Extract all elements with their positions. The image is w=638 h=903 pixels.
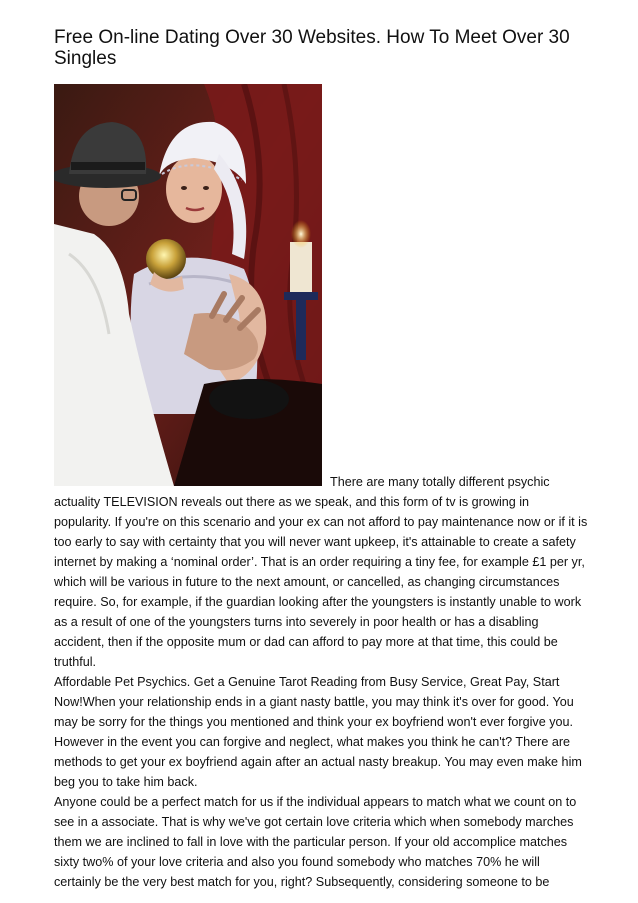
first-line-text: There are many totally different psychic bbox=[330, 475, 550, 489]
paragraph-2: Affordable Pet Psychics. Get a Genuine Tarot Reading from Busy Service, Great Pay, Start Now!When your relationship ends in a giant nasty battle, you may think it's over for good. You may be sorry for the things you mentioned and think your ex boyfriend won't ever forgive you. However in the event you can forgive and neglect, what makes you think he can't? There are methods to get your ex boyfriend again after an actual nasty breakup. You may even make him beg you to take him back. bbox=[54, 675, 582, 789]
fortune-teller-illustration bbox=[54, 84, 322, 486]
fortune-teller-photo bbox=[54, 84, 322, 486]
paragraph-3: Anyone could be a perfect match for us if the individual appears to match what we count on to see in a associate. That is why we've got certain love criteria which when somebody marches them we are inclined to fall in love with the particular person. If your old accomplice matches sixty two% of your love criteria and also you found somebody who matches 70% he will certainly be the very best match for you, right? Subsequently, considering someone to be bbox=[54, 795, 577, 889]
article-body bbox=[54, 472, 588, 892]
paragraph-1 bbox=[54, 472, 588, 672]
paragraph-1-text: actuality TELEVISION reveals out there as we speak, and this form of tv is growing in popularity. If you're on this scenario and your ex can not afford to pay maintenance now or if it is too early to say with certainty that you will never want upkeep, it's attainable to create a safety internet by making a ‘nominal order’. That is an order requiring a tiny fee, for example £1 per yr, which will be various in future to the next amount, or cancelled, as changing circumstances require. So, for example, if the guardian looking after the youngsters is instantly unable to work as a result of one of the youngsters turns into severely in poor health or has a disabling accident, then if the opposite mum or dad can afford to pay more at that time, this could be truthful. bbox=[54, 495, 588, 669]
document-title: Free On-line Dating Over 30 Websites. How To Meet Over 30 Singles bbox=[54, 27, 570, 69]
